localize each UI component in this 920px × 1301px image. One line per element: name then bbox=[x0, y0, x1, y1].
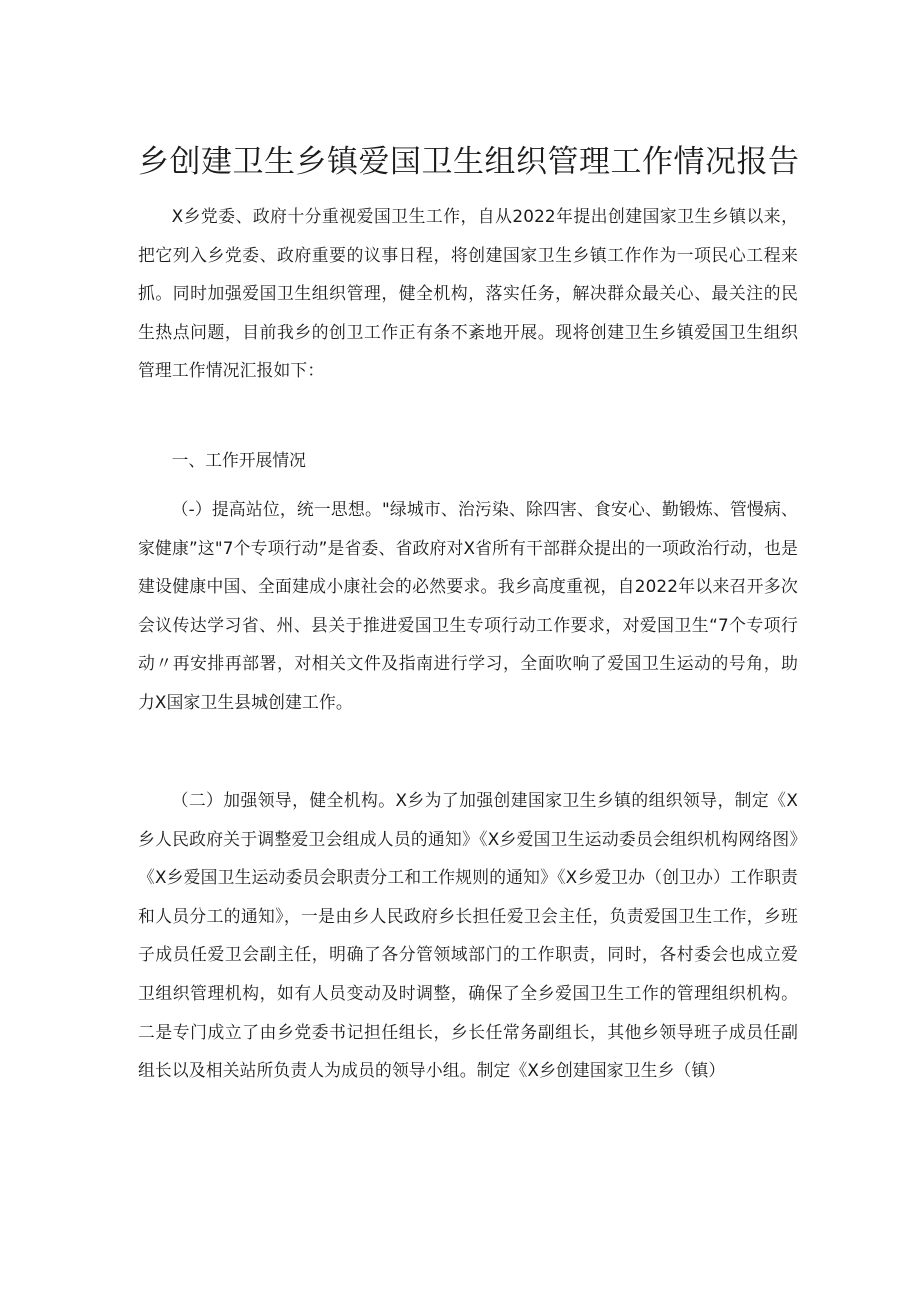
intro-paragraph: X乡党委、政府十分重视爱国卫生工作，自从2022年提出创建国家卫生乡镇以来，把它列入乡党委、政府重要的议事日程，将创建国家卫生乡镇工作作为一项民心工程来抓。同时加强爱国卫生组织管理，健全机构，落实任务，解决群众最关心、最关注的民生热点问题，目前我乡的创卫工作正有条不紊地开展。现将创建卫生乡镇爱国卫生组织管理工作情况汇报如下： bbox=[138, 206, 798, 381]
document-title: 乡创建卫生乡镇爱国卫生组织管理工作情况报告 bbox=[138, 144, 800, 180]
section-heading: 一、工作开展情况 bbox=[171, 450, 306, 470]
paragraph-item-1: （-）提高站位，统一思想。"绿城市、治污染、除四害、食安心、勤锻炼、管慢病、家健康”这"7个专项行动”是省委、省政府对X省所有干部群众提出的一项政治行动，也是建设健康中国、全面建成小康社会的必然要求。我乡高度重视，自2022年以来召开多次会议传达学习省、州、县关于推进爱国卫生专项行动工作要求，对爱国卫生“7个专项行动〃再安排再部署，对相关文件及指南进行学习，全面吹响了爱国卫生运动的号角，助力X国家卫生县城创建工作。 bbox=[138, 499, 798, 712]
paragraph-item-2: （二）加强领导，健全机构。X乡为了加强创建国家卫生乡镇的组织领导，制定《X乡人民政府关于调整爱卫会组成人员的通知》《X乡爱国卫生运动委员会组织机构网络图》《X乡爱国卫生运动委员会职责分工和工作规则的通知》《X乡爱卫办（创卫办）工作职责和人员分工的通知》，一是由乡人民政府乡长担任爱卫会主任，负责爱国卫生工作，乡班子成员任爱卫会副主任，明确了各分管领域部门的工作职责，同时，各村委会也成立爱卫组织管理机构，如有人员变动及时调整，确保了全乡爱国卫生工作的管理组织机构。二是专门成立了由乡党委书记担任组长，乡长任常务副组长，其他乡领导班子成员任副组长以及相关站所负责人为成员的领导小组。制定《X乡创建国家卫生乡（镇） bbox=[138, 790, 798, 1081]
